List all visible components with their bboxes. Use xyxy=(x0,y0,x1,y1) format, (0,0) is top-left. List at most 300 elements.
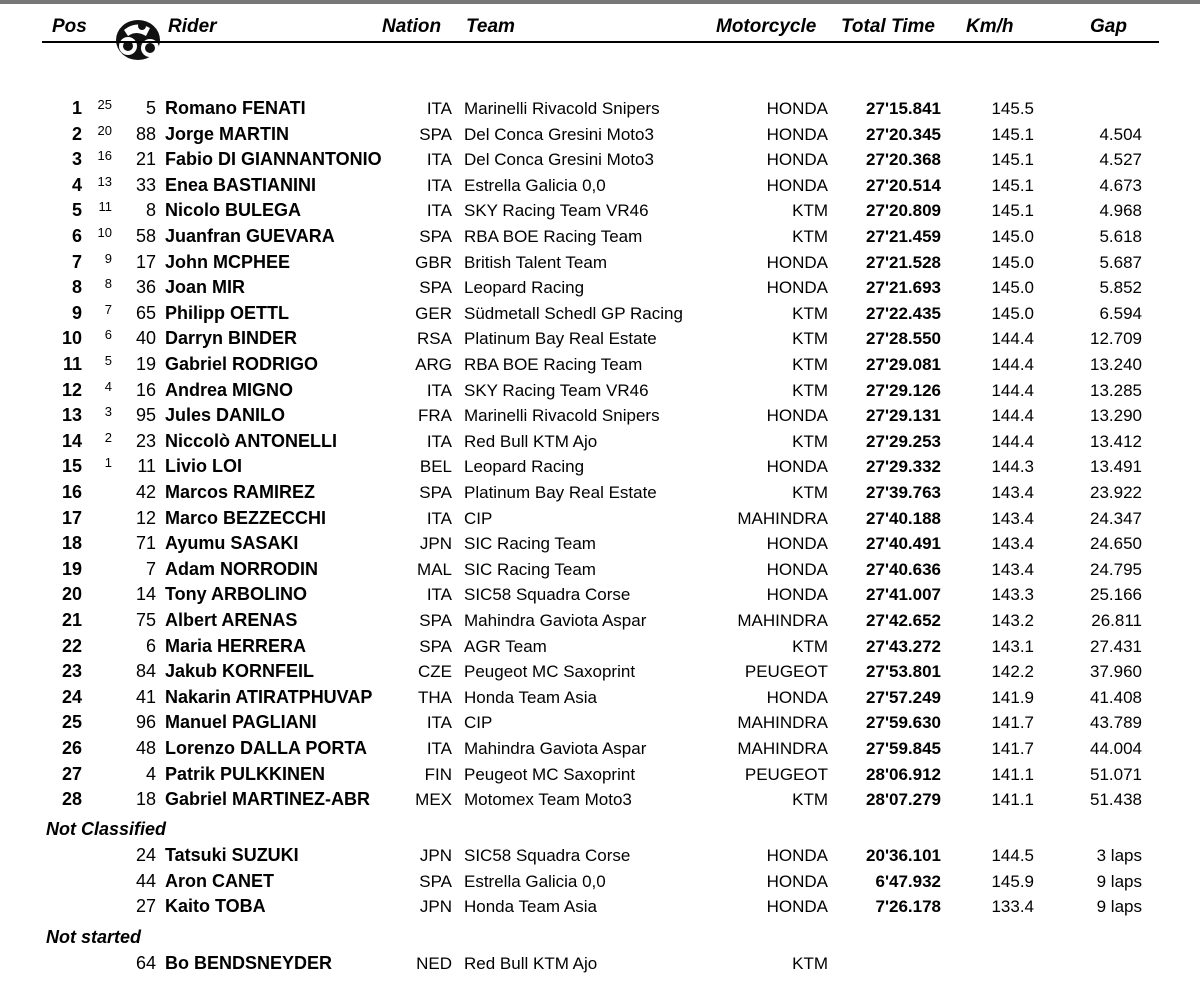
row-rider: Maria HERRERA xyxy=(165,635,307,656)
table-row xyxy=(0,787,1200,812)
row-number: 33 xyxy=(135,174,156,195)
row-team: SIC58 Squadra Corse xyxy=(464,846,631,865)
row-team: Peugeot MC Saxoprint xyxy=(464,764,636,784)
row-nation: ITA xyxy=(426,99,452,118)
row-total-time: 27'20.809 xyxy=(866,201,941,221)
row-team: AGR Team xyxy=(464,636,547,656)
row-motorcycle: HONDA xyxy=(766,897,828,917)
row-gap: 23.922 xyxy=(1090,483,1142,502)
row-rider: Jakub KORNFEIL xyxy=(165,661,315,682)
row-nation: SPA xyxy=(419,278,452,298)
row-points: 2 xyxy=(104,429,112,445)
row-rider: Philipp OETTL xyxy=(165,302,289,323)
row-gap: 27.431 xyxy=(1090,636,1142,656)
row-motorcycle: PEUGEOT xyxy=(744,662,828,682)
row-gap: 4.673 xyxy=(1099,175,1142,195)
row-total-time: 27'41.007 xyxy=(866,585,941,605)
row-gap: 44.004 xyxy=(1090,739,1142,758)
table-row xyxy=(0,531,1200,556)
row-pos: 19 xyxy=(61,558,82,579)
row-nation: SPA xyxy=(419,611,452,630)
row-kmh: 144.5 xyxy=(991,846,1034,865)
row-pos: 17 xyxy=(61,507,82,528)
row-rider: Tatsuki SUZUKI xyxy=(165,845,299,865)
row-gap: 13.412 xyxy=(1090,431,1142,451)
table-row xyxy=(0,250,1200,275)
row-gap: 9 laps xyxy=(1096,871,1142,891)
row-kmh: 145.0 xyxy=(991,278,1034,298)
row-team: Del Conca Gresini Moto3 xyxy=(464,150,654,170)
row-kmh: 145.1 xyxy=(991,150,1034,170)
row-rider: Jorge MARTIN xyxy=(165,123,290,144)
row-nation: ITA xyxy=(426,431,452,451)
table-row xyxy=(0,685,1200,710)
row-kmh: 144.4 xyxy=(991,355,1034,374)
row-points: 11 xyxy=(98,199,112,215)
row-gap: 5.687 xyxy=(1099,252,1142,272)
row-number: 12 xyxy=(135,507,156,528)
row-motorcycle: HONDA xyxy=(766,99,828,118)
row-nation: SPA xyxy=(419,871,452,891)
row-motorcycle: MAHINDRA xyxy=(737,508,828,528)
row-total-time: 28'07.279 xyxy=(866,790,941,810)
row-total-time: 27'59.845 xyxy=(866,739,941,758)
row-motorcycle: HONDA xyxy=(766,175,828,195)
table-row xyxy=(0,869,1200,894)
row-total-time: 27'57.249 xyxy=(866,687,941,707)
row-motorcycle: HONDA xyxy=(766,585,828,605)
row-points: 10 xyxy=(97,225,112,240)
row-team: Del Conca Gresini Moto3 xyxy=(464,124,654,144)
row-number: 44 xyxy=(135,870,156,891)
row-pos: 20 xyxy=(61,584,82,605)
row-nation: ITA xyxy=(426,739,452,758)
row-motorcycle: KTM xyxy=(792,483,828,502)
row-pos: 2 xyxy=(71,123,82,144)
row-gap: 41.408 xyxy=(1090,687,1142,707)
row-gap: 51.071 xyxy=(1090,764,1142,784)
row-nation: GER xyxy=(415,303,452,323)
row-pos: 4 xyxy=(71,174,82,195)
row-gap: 25.166 xyxy=(1090,585,1142,605)
row-kmh: 141.1 xyxy=(991,790,1034,810)
row-rider: Tony ARBOLINO xyxy=(165,584,307,605)
row-team: Platinum Bay Real Estate xyxy=(464,329,657,349)
row-motorcycle: HONDA xyxy=(766,278,828,298)
row-pos: 23 xyxy=(61,661,82,682)
row-team: Südmetall Schedl GP Racing xyxy=(464,303,683,323)
table-row xyxy=(0,843,1200,868)
table-row xyxy=(0,429,1200,454)
row-kmh: 145.9 xyxy=(991,871,1034,891)
row-total-time: 27'29.131 xyxy=(866,406,941,426)
row-number: 19 xyxy=(135,354,156,374)
header-gap: Gap xyxy=(1090,16,1127,37)
table-row xyxy=(0,352,1200,377)
table-row xyxy=(0,301,1200,326)
row-number: 6 xyxy=(145,635,156,656)
row-rider: Nicolo BULEGA xyxy=(165,200,302,221)
row-motorcycle: MAHINDRA xyxy=(737,739,828,758)
row-nation: SPA xyxy=(419,227,452,246)
row-team: Mahindra Gaviota Aspar xyxy=(464,611,647,630)
row-total-time: 27'40.188 xyxy=(866,508,941,528)
row-total-time: 27'15.841 xyxy=(866,99,941,118)
row-number: 21 xyxy=(135,149,156,170)
row-kmh: 143.3 xyxy=(991,585,1034,605)
table-row xyxy=(0,634,1200,659)
row-pos: 3 xyxy=(71,149,82,170)
header-rider: Rider xyxy=(168,16,217,37)
row-motorcycle: HONDA xyxy=(766,406,828,426)
row-gap: 24.795 xyxy=(1090,559,1142,579)
row-nation: JPN xyxy=(419,846,452,865)
row-total-time: 27'40.636 xyxy=(866,559,941,579)
row-motorcycle: HONDA xyxy=(766,124,828,144)
row-points: 13 xyxy=(97,173,112,189)
row-team: Peugeot MC Saxoprint xyxy=(464,662,636,682)
row-pos: 13 xyxy=(61,405,82,426)
row-motorcycle: HONDA xyxy=(766,150,828,170)
row-rider: Marco BEZZECCHI xyxy=(165,507,327,528)
row-pos: 16 xyxy=(61,482,82,502)
table-row xyxy=(0,96,1200,121)
row-nation: ITA xyxy=(426,508,452,528)
row-team: Marinelli Rivacold Snipers xyxy=(464,99,660,118)
row-gap: 4.504 xyxy=(1099,124,1142,144)
row-number: 16 xyxy=(135,379,156,400)
row-kmh: 133.4 xyxy=(991,897,1034,917)
row-rider: Fabio DI GIANNANTONIO xyxy=(165,149,382,170)
row-total-time: 27'21.459 xyxy=(866,227,941,246)
row-gap: 5.852 xyxy=(1099,278,1142,298)
row-number: 4 xyxy=(145,763,156,784)
row-team: SIC Racing Team xyxy=(464,559,596,579)
row-kmh: 145.1 xyxy=(991,201,1034,221)
table-row xyxy=(0,275,1200,300)
row-kmh: 145.1 xyxy=(991,175,1034,195)
row-kmh: 145.5 xyxy=(991,99,1034,118)
row-kmh: 145.0 xyxy=(991,303,1034,323)
row-pos: 9 xyxy=(71,302,82,323)
row-rider: Juanfran GUEVARA xyxy=(165,226,335,246)
row-gap: 12.709 xyxy=(1090,329,1142,349)
row-nation: CZE xyxy=(418,662,452,682)
motorcycle-logo-icon xyxy=(112,16,164,64)
row-number: 23 xyxy=(135,430,156,451)
row-rider: Romano FENATI xyxy=(165,98,306,118)
row-total-time: 27'43.272 xyxy=(866,636,941,656)
row-gap: 13.285 xyxy=(1090,380,1142,400)
row-team: SIC Racing Team xyxy=(464,534,596,554)
row-nation: MEX xyxy=(415,790,452,810)
row-total-time: 27'20.368 xyxy=(866,150,941,170)
row-gap: 51.438 xyxy=(1090,790,1142,810)
row-motorcycle: HONDA xyxy=(766,252,828,272)
row-total-time: 20'36.101 xyxy=(866,846,941,865)
row-team: Leopard Racing xyxy=(464,278,585,298)
row-gap: 6.594 xyxy=(1099,303,1142,323)
row-pos: 14 xyxy=(61,430,82,451)
row-points: 8 xyxy=(104,276,112,292)
table-row xyxy=(0,147,1200,172)
row-rider: Aron CANET xyxy=(165,870,274,891)
table-row xyxy=(0,454,1200,479)
row-kmh: 143.4 xyxy=(991,559,1034,579)
row-total-time: 27'29.253 xyxy=(866,431,941,451)
table-row xyxy=(0,557,1200,582)
row-number: 17 xyxy=(135,251,156,272)
row-motorcycle: HONDA xyxy=(766,687,828,707)
row-pos: 1 xyxy=(71,98,82,118)
row-kmh: 144.3 xyxy=(991,457,1034,477)
row-pos: 25 xyxy=(61,712,82,733)
row-gap: 24.347 xyxy=(1090,508,1142,528)
row-motorcycle: HONDA xyxy=(766,846,828,865)
row-pos: 7 xyxy=(71,251,82,272)
row-rider: Lorenzo DALLA PORTA xyxy=(165,738,367,758)
row-number: 95 xyxy=(135,405,156,426)
row-number: 14 xyxy=(135,584,156,605)
row-nation: ITA xyxy=(426,175,452,195)
row-kmh: 144.4 xyxy=(991,329,1034,349)
header-total-time: Total Time xyxy=(841,16,935,37)
row-kmh: 145.0 xyxy=(991,227,1034,246)
row-number: 48 xyxy=(135,738,156,758)
row-nation: BEL xyxy=(419,457,452,477)
row-motorcycle: HONDA xyxy=(766,457,828,477)
row-team: Honda Team Asia xyxy=(464,897,597,917)
row-rider: Manuel PAGLIANI xyxy=(165,712,317,733)
row-rider: Albert ARENAS xyxy=(165,610,298,630)
row-nation: SPA xyxy=(419,483,452,502)
row-kmh: 142.2 xyxy=(991,662,1034,682)
row-number: 24 xyxy=(135,845,156,865)
header-team: Team xyxy=(466,16,515,37)
row-kmh: 144.4 xyxy=(991,431,1034,451)
row-points: 9 xyxy=(104,250,112,266)
row-team: Platinum Bay Real Estate xyxy=(464,483,657,502)
row-total-time: 27'40.491 xyxy=(866,534,941,554)
table-row xyxy=(0,326,1200,351)
row-team: RBA BOE Racing Team xyxy=(464,355,643,374)
row-gap: 4.527 xyxy=(1099,150,1142,170)
table-row xyxy=(0,122,1200,147)
row-rider: Niccolò ANTONELLI xyxy=(165,430,338,451)
row-rider: Nakarin ATIRATPHUVAP xyxy=(165,686,373,707)
table-row xyxy=(0,762,1200,787)
row-pos: 15 xyxy=(61,456,82,477)
row-nation: ITA xyxy=(426,380,452,400)
row-total-time: 27'39.763 xyxy=(866,483,941,502)
row-pos: 24 xyxy=(61,686,82,707)
row-total-time: 27'29.126 xyxy=(866,380,941,400)
row-number: 75 xyxy=(135,610,156,630)
row-nation: JPN xyxy=(419,897,452,917)
table-row xyxy=(0,608,1200,633)
row-points: 5 xyxy=(104,353,112,368)
row-points: 1 xyxy=(104,455,112,471)
row-rider: John MCPHEE xyxy=(165,251,291,272)
row-kmh: 141.7 xyxy=(991,713,1034,733)
row-kmh: 144.4 xyxy=(991,380,1034,400)
row-total-time: 27'21.693 xyxy=(866,278,941,298)
row-rider: Jules DANILO xyxy=(165,405,286,426)
row-number: 71 xyxy=(135,533,156,554)
top-rule xyxy=(0,0,1200,4)
row-motorcycle: KTM xyxy=(792,303,828,323)
row-rider: Adam NORRODIN xyxy=(165,558,319,579)
row-total-time: 28'06.912 xyxy=(866,764,941,784)
row-number: 18 xyxy=(135,789,156,810)
row-rider: Ayumu SASAKI xyxy=(165,533,299,554)
row-team: Red Bull KTM Ajo xyxy=(464,431,598,451)
row-gap: 13.491 xyxy=(1090,457,1142,477)
row-pos: 22 xyxy=(61,635,82,656)
row-nation: SPA xyxy=(419,124,452,144)
row-kmh: 141.7 xyxy=(991,739,1034,758)
row-rider: Patrik PULKKINEN xyxy=(165,763,326,784)
row-motorcycle: KTM xyxy=(792,431,828,451)
row-total-time: 27'20.345 xyxy=(866,124,941,144)
row-gap: 26.811 xyxy=(1091,611,1142,630)
row-number: 88 xyxy=(135,123,156,144)
row-motorcycle: HONDA xyxy=(766,534,828,554)
row-motorcycle: HONDA xyxy=(766,871,828,891)
row-points: 25 xyxy=(97,97,112,112)
row-rider: Kaito TOBA xyxy=(165,896,266,917)
table-row xyxy=(0,173,1200,198)
row-motorcycle: KTM xyxy=(792,954,828,973)
row-pos: 5 xyxy=(71,200,82,221)
row-team: Honda Team Asia xyxy=(464,687,597,707)
row-kmh: 143.4 xyxy=(991,508,1034,528)
row-number: 36 xyxy=(135,277,156,298)
row-total-time: 27'42.652 xyxy=(866,611,941,630)
row-gap: 4.968 xyxy=(1099,201,1142,221)
row-rider: Bo BENDSNEYDER xyxy=(165,953,333,973)
row-kmh: 141.9 xyxy=(991,687,1034,707)
row-nation: ITA xyxy=(426,585,452,605)
row-rider: Andrea MIGNO xyxy=(165,379,294,400)
row-pos: 12 xyxy=(61,379,82,400)
row-team: Leopard Racing xyxy=(464,457,585,477)
table-row xyxy=(0,582,1200,607)
row-motorcycle: KTM xyxy=(792,201,828,221)
row-total-time: 6'47.932 xyxy=(875,871,941,891)
row-rider: Enea BASTIANINI xyxy=(165,174,317,195)
row-nation: JPN xyxy=(419,534,452,554)
row-kmh: 145.0 xyxy=(991,252,1034,272)
row-rider: Darryn BINDER xyxy=(165,328,298,349)
row-number: 41 xyxy=(135,686,156,707)
row-kmh: 144.4 xyxy=(991,406,1034,426)
row-nation: ITA xyxy=(426,201,452,221)
row-pos: 26 xyxy=(61,738,82,758)
table-row xyxy=(0,506,1200,531)
row-number: 7 xyxy=(145,558,156,579)
row-motorcycle: KTM xyxy=(792,355,828,374)
row-motorcycle: KTM xyxy=(792,790,828,810)
row-number: 27 xyxy=(135,896,156,917)
row-points: 20 xyxy=(97,122,112,138)
row-nation: MAL xyxy=(417,559,452,579)
row-pos: 6 xyxy=(71,226,82,246)
row-team: CIP xyxy=(464,713,493,733)
row-team: British Talent Team xyxy=(464,252,607,272)
row-number: 42 xyxy=(135,482,156,502)
row-points: 16 xyxy=(97,148,112,164)
row-nation: SPA xyxy=(419,636,452,656)
row-total-time: 27'53.801 xyxy=(866,662,941,682)
row-nation: THA xyxy=(418,687,452,707)
row-team: Red Bull KTM Ajo xyxy=(464,954,598,973)
row-gap: 13.290 xyxy=(1090,406,1142,426)
row-gap: 24.650 xyxy=(1090,534,1142,554)
row-motorcycle: KTM xyxy=(792,636,828,656)
row-team: SKY Racing Team VR46 xyxy=(464,380,649,400)
row-number: 96 xyxy=(135,712,156,733)
row-team: RBA BOE Racing Team xyxy=(464,227,643,246)
table-row xyxy=(0,224,1200,249)
header-motorcycle: Motorcycle xyxy=(716,16,817,37)
row-kmh: 143.2 xyxy=(991,611,1034,630)
row-team: Motomex Team Moto3 xyxy=(464,790,632,810)
row-points: 7 xyxy=(104,301,112,317)
row-number: 58 xyxy=(135,226,156,246)
row-number: 64 xyxy=(135,953,156,973)
table-row xyxy=(0,403,1200,428)
table-row xyxy=(0,736,1200,761)
row-motorcycle: KTM xyxy=(792,380,828,400)
table-row xyxy=(0,951,1200,976)
row-nation: FRA xyxy=(418,406,452,426)
row-gap: 5.618 xyxy=(1099,227,1142,246)
table-row xyxy=(0,710,1200,735)
row-points: 6 xyxy=(104,327,112,343)
row-total-time: 27'22.435 xyxy=(866,303,941,323)
row-pos: 21 xyxy=(61,610,82,630)
row-motorcycle: PEUGEOT xyxy=(744,764,828,784)
not-started-heading: Not started xyxy=(46,927,142,947)
row-nation: ITA xyxy=(426,713,452,733)
row-nation: GBR xyxy=(415,252,452,272)
row-gap: 43.789 xyxy=(1090,713,1142,733)
row-pos: 10 xyxy=(61,328,82,349)
row-kmh: 145.1 xyxy=(991,124,1034,144)
row-total-time: 27'28.550 xyxy=(866,329,941,349)
row-gap: 9 laps xyxy=(1096,897,1142,917)
header-pos: Pos xyxy=(52,16,87,37)
table-row xyxy=(0,198,1200,223)
row-number: 5 xyxy=(145,98,156,118)
row-number: 40 xyxy=(135,328,156,349)
row-motorcycle: MAHINDRA xyxy=(737,713,828,733)
row-gap: 37.960 xyxy=(1090,662,1142,682)
header-nation: Nation xyxy=(382,16,442,37)
row-number: 8 xyxy=(145,200,156,221)
row-kmh: 143.4 xyxy=(991,483,1034,502)
header-rule xyxy=(42,41,1159,43)
row-points: 3 xyxy=(104,404,112,420)
row-pos: 27 xyxy=(61,763,82,784)
row-number: 65 xyxy=(135,302,156,323)
row-team: CIP xyxy=(464,508,493,528)
row-motorcycle: KTM xyxy=(792,329,828,349)
row-team: Mahindra Gaviota Aspar xyxy=(464,739,647,758)
row-motorcycle: KTM xyxy=(792,227,828,246)
table-row xyxy=(0,378,1200,403)
